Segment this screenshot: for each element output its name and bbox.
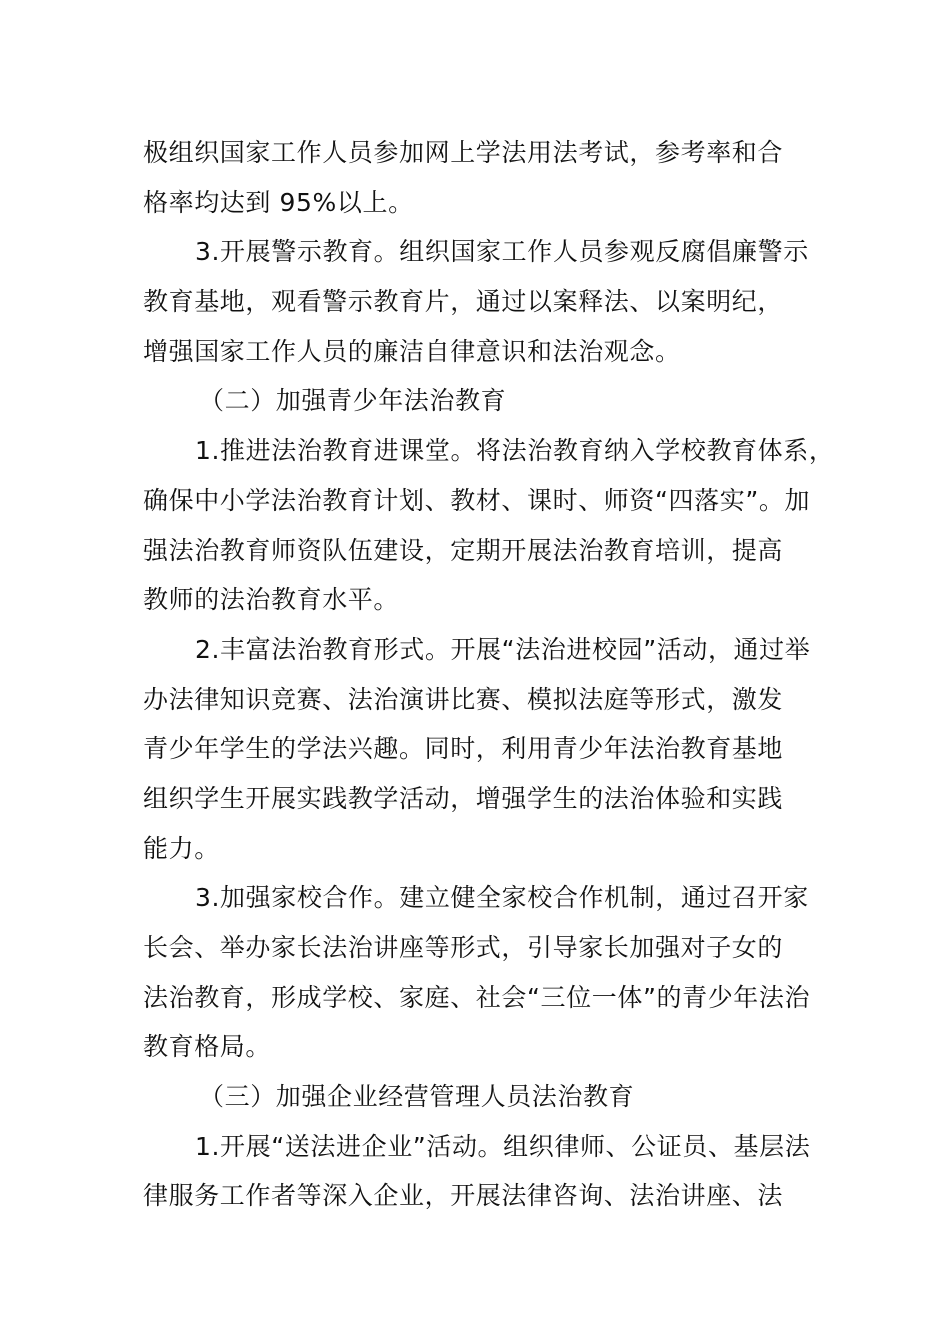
paragraph-start-line: 2.丰富法治教育形式。开展“法治进校园”活动，通过举 [195, 634, 811, 664]
text-line: 长会、举办家长法治讲座等形式，引导家长加强对子女的 [143, 933, 784, 962]
text-line: 青少年学生的学法兴趣。同时，利用青少年法治教育基地 [143, 734, 784, 764]
text-line: 教师的法治教育水平。 [143, 585, 400, 615]
text-line: 极组织国家工作人员参加网上学法用法考试，参考率和合 [143, 138, 784, 167]
text-line: 确保中小学法治教育计划、教材、课时、师资“四落实”。加 [143, 485, 811, 515]
section-heading: （二）加强青少年法治教育 [199, 386, 507, 416]
text-line: 教育基地，观看警示教育片，通过以案释法、以案明纪， [143, 287, 784, 317]
section-heading: （三）加强企业经营管理人员法治教育 [199, 1082, 635, 1112]
paragraph-start-line: 1.开展“送法进企业”活动。组织律师、公证员、基层法 [195, 1131, 811, 1161]
paragraph-start-line: 3.加强家校合作。建立健全家校合作机制，通过召开家 [195, 883, 809, 913]
text-line: 组织学生开展实践教学活动，增强学生的法治体验和实践 [143, 783, 784, 813]
document-body [143, 128, 843, 1221]
text-line: 增强国家工作人员的廉洁自律意识和法治观念。 [143, 336, 681, 366]
text-line: 法治教育，形成学校、家庭、社会“三位一体”的青少年法治 [143, 982, 811, 1012]
text-line: 办法律知识竞赛、法治演讲比赛、模拟法庭等形式，激发 [143, 684, 784, 714]
paragraph-start-line: 3.开展警示教育。组织国家工作人员参观反腐倡廉警示 [195, 237, 809, 267]
text-line: 律服务工作者等深入企业，开展法律咨询、法治讲座、法 [143, 1181, 784, 1211]
text-line: 教育格局。 [143, 1032, 272, 1062]
text-line: 格率均达到 95%以上。 [143, 187, 414, 217]
text-line: 强法治教育师资队伍建设，定期开展法治教育培训，提高 [143, 535, 784, 565]
text-line: 能力。 [143, 833, 220, 863]
paragraph-start-line: 1.推进法治教育进课堂。将法治教育纳入学校教育体系， [195, 436, 835, 466]
